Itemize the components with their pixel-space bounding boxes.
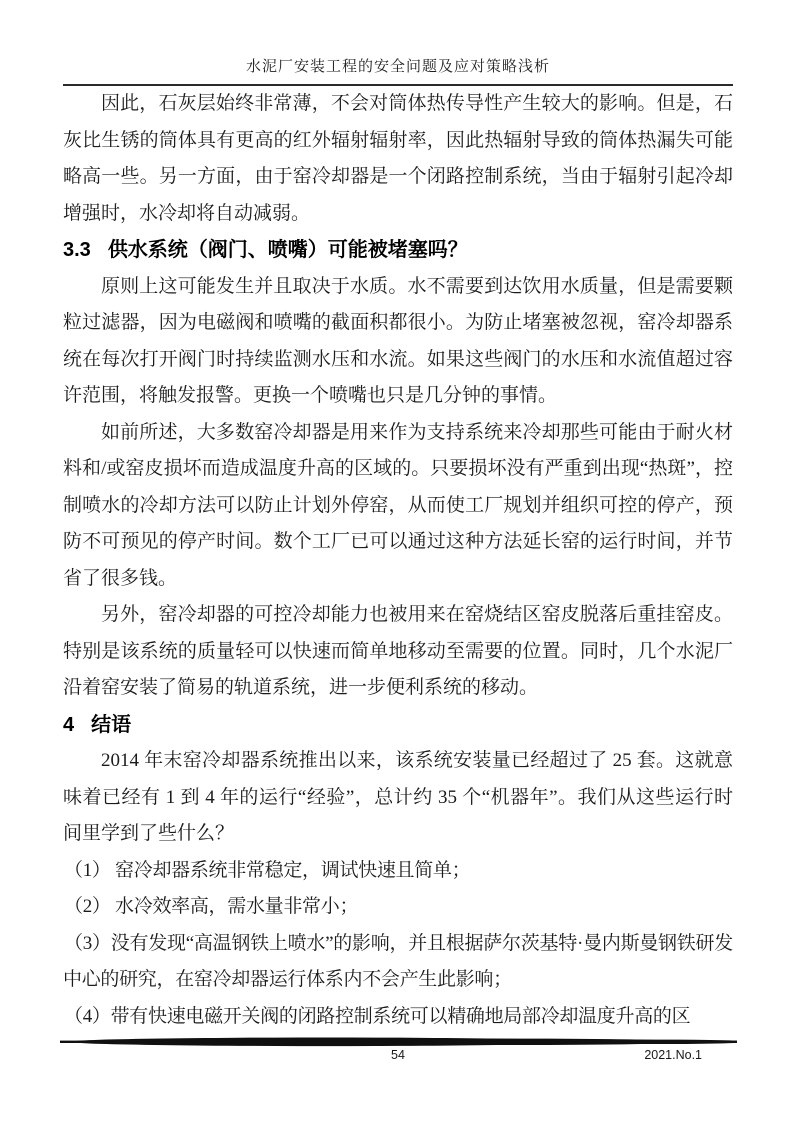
page-content	[63, 57, 733, 1035]
conclusion-list-item-3: （3）没有发现“高温钢铁上喷水”的影响，并且根据萨尔茨基特·曼内斯曼钢铁研发中心的研究，在窑冷却器运行体系内不会产生此影响；	[63, 932, 733, 990]
section-title: 供水系统（阀门、喷嘴）可能被堵塞吗？	[107, 239, 468, 261]
paragraph-recoating: 另外，窑冷却器的可控冷却能力也被用来在窑烧结区窑皮脱落后重挂窑皮。特别是该系统的质量轻可以快速而简单地移动至需要的位置。同时，几个水泥厂沿着窑安装了简易的轨道系统，进一步便利系统的移动。	[63, 604, 733, 698]
section-heading-conclusion	[63, 707, 733, 744]
issue-number: 2021.No.1	[644, 1048, 702, 1062]
paragraph-conclusion-intro: 2014 年末窑冷却器系统推出以来，该系统安装量已经超过了 25 套。这就意味着已经有 1 到 4 年的运行“经验”，总计约 35 个“机器年”。我们从这些运行时间里学到了些什么？	[63, 750, 733, 844]
paragraph-support-system: 如前所述，大多数窑冷却器是用来作为支持系统来冷却那些可能由于耐火材料和/或窑皮损坏而造成温度升高的区域的。只要损坏没有严重到出现“热斑”，控制喷水的冷却方法可以防止计划外停窑，从而使工厂规划并组织可控的停产，预防不可预见的停产时间。数个工厂已可以通过这种方法延长窑的运行时间，并节省了很多钱。	[63, 421, 733, 589]
page-footer	[0, 1036, 793, 1062]
section-heading-water-supply	[63, 232, 733, 269]
section-number: 4	[63, 713, 75, 736]
paragraph-water-quality: 原则上这可能发生并且取决于水质。水不需要到达饮用水质量，但是需要颗粒过滤器，因为电磁阀和喷嘴的截面积都很小。为防止堵塞被忽视，窑冷却器系统在每次打开阀门时持续监测水压和水流。如果这些阀门的水压和水流值超过容许范围，将触发报警。更换一个喷嘴也只是几分钟的事情。	[63, 275, 733, 406]
page-number: 54	[391, 1048, 405, 1062]
conclusion-list-item-2: （2） 水冷效率高，需水量非常小；	[64, 896, 359, 917]
article-body	[63, 86, 733, 1035]
section-number: 3.3	[63, 239, 91, 261]
footer-row	[0, 1048, 793, 1062]
conclusion-list-item-4: （4）带有快速电磁开关阀的闭路控制系统可以精确地局部冷却温度升高的区	[64, 1005, 691, 1027]
conclusion-list-item-1: （1） 窑冷却器系统非常稳定，调试快速且简单；	[64, 859, 471, 881]
paragraph-lime-layer: 因此，石灰层始终非常薄，不会对筒体热传导性产生较大的影响。但是，石灰比生锈的筒体具有更高的红外辐射辐射率，因此热辐射导致的筒体热漏失可能略高一些。另一方面，由于窑冷却器是一个闭路控制系统，当由于辐射引起冷却增强时，水冷却将自动减弱。	[63, 93, 733, 224]
page-header	[63, 57, 733, 86]
section-title: 结语	[91, 713, 132, 736]
footer-rule	[60, 1036, 737, 1048]
running-title: 水泥厂安装工程的安全问题及应对策略浅析	[245, 59, 550, 75]
